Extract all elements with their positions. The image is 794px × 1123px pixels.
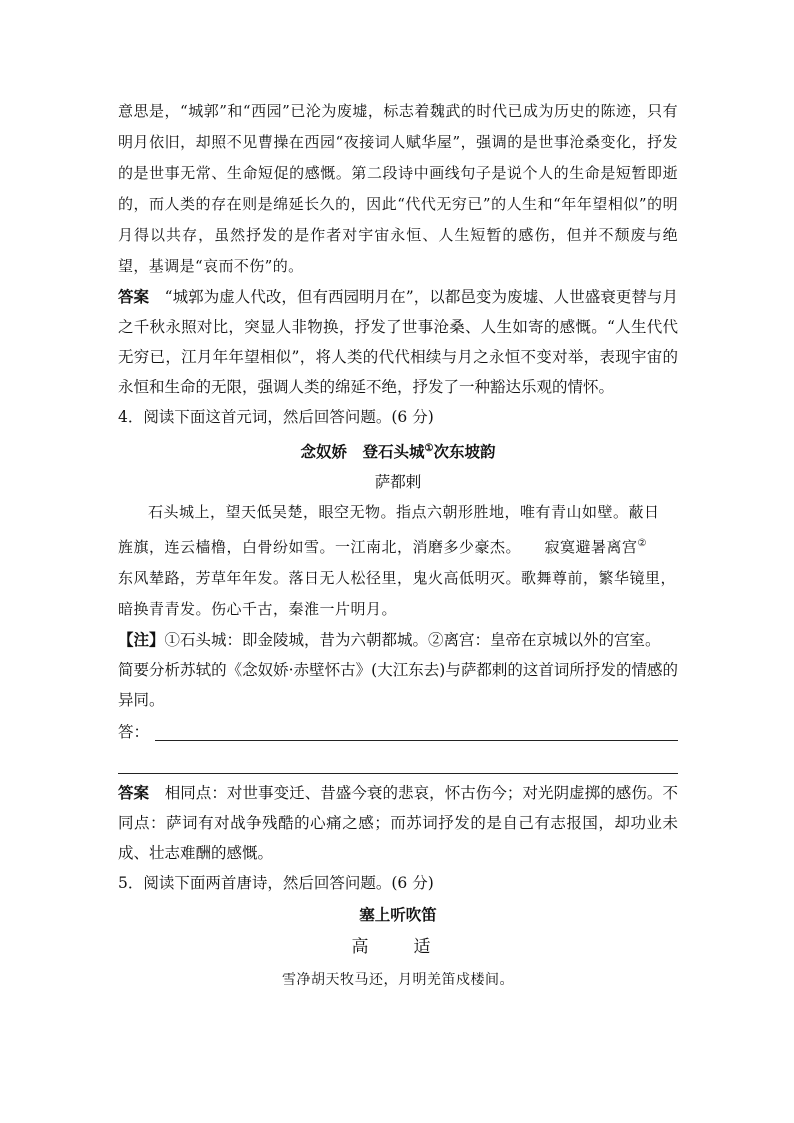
poem-line: 东风辇路，芳草年年发。落日无人松径里，鬼火高低明灭。歌舞尊前，繁华镜里，	[118, 569, 677, 588]
footnote-mark: ②	[637, 538, 647, 550]
answer-text: “城郭为虚人代改，但有西园明月在”，以都邑变为废墟、人世盛衰更替与月之千秋永照对比，突显人非物换，抒发了世事沧桑、人生如寄的感慨。“人生代代无穷已，江月年年望相似”，将人类的代代相续与月之永恒不变对举，表现宇宙的永恒和生命的无限，强调人类的绵延不绝，抒发了一种豁达乐观的情怀。	[118, 288, 678, 396]
answer-4	[118, 778, 678, 868]
answer-field[interactable]	[118, 717, 678, 747]
poem-line: 石头城上，望天低吴楚，眼空无物。指点六朝形胜地，唯有青山如壁。蔽日	[148, 503, 660, 522]
analysis-paragraph: 意思是，“城郭”和“西园”已沦为废墟，标志着魏武的时代已成为历史的陈迹，只有明月依旧，却照不见曹操在西园“夜接词人赋华屋”，强调的是世事沧桑变化，抒发的是世事无常、生命短促的感慨。第二段诗中画线句子是说个人的生命是短暂即逝的，而人类的存在则是绵延长久的，因此“代代无穷已”的人生和“年年望相似”的明月得以共存，虽然抒发的是作者对宇宙永恒、人生短暂的感伤，但并不颓废与绝望，基调是“哀而不伤”的。	[118, 102, 678, 275]
document-page	[118, 96, 678, 994]
poem-line	[118, 528, 678, 563]
question-5-prompt: 5．阅读下面两首唐诗，然后回答问题。(6 分)	[118, 874, 434, 893]
poem-title-main: 念奴娇 登石头城	[300, 442, 425, 462]
poem-line-text: 旌旗，连云樯橹，白骨纷如雪。一江南北，消磨多少豪杰。 寂寞避暑离宫	[118, 538, 638, 557]
poem-title-footnote-mark: ①	[424, 443, 434, 454]
poem-line: 雪净胡天牧马还，月明羌笛戍楼间。	[282, 972, 514, 989]
answer-label: 答案	[118, 287, 150, 306]
answer-3	[118, 282, 678, 402]
answer-prompt: 答：	[118, 723, 150, 742]
answer-text: 相同点：对世事变迁、昔盛今衰的悲哀，怀古伤今；对光阴虚掷的感伤。不同点：萨词有对战争残酷的心痛之感；而苏词抒发的是自己有志报国，却功业未成、壮志难酬的感慨。	[118, 784, 678, 863]
poem-note	[118, 625, 678, 655]
answer-blank-line[interactable]	[118, 747, 678, 774]
poem-title-tail: 次东坡韵	[433, 442, 496, 462]
answer-blank-line[interactable]	[155, 720, 678, 741]
question-4-text: 简要分析苏轼的《念奴娇·赤壁怀古》(大江东去)与萨都剌的这首词所抒发的情感的异同。	[118, 661, 678, 710]
poem-title	[118, 434, 678, 467]
note-label: 【注】	[118, 630, 165, 650]
poem-author: 萨都剌	[374, 473, 422, 492]
poem-line: 暗换青青发。伤心千古，秦淮一片明月。	[118, 600, 398, 619]
answer-label: 答案	[118, 783, 150, 803]
question-4-prompt: 4．阅读下面这首元词，然后回答问题。(6 分)	[118, 408, 434, 426]
poem-title: 塞上听吹笛	[359, 905, 437, 925]
poem-author: 高 适	[351, 937, 445, 958]
note-text: ①石头城：即金陵城，昔为六朝都城。②离宫：皇帝在京城以外的宫室。	[164, 631, 661, 650]
